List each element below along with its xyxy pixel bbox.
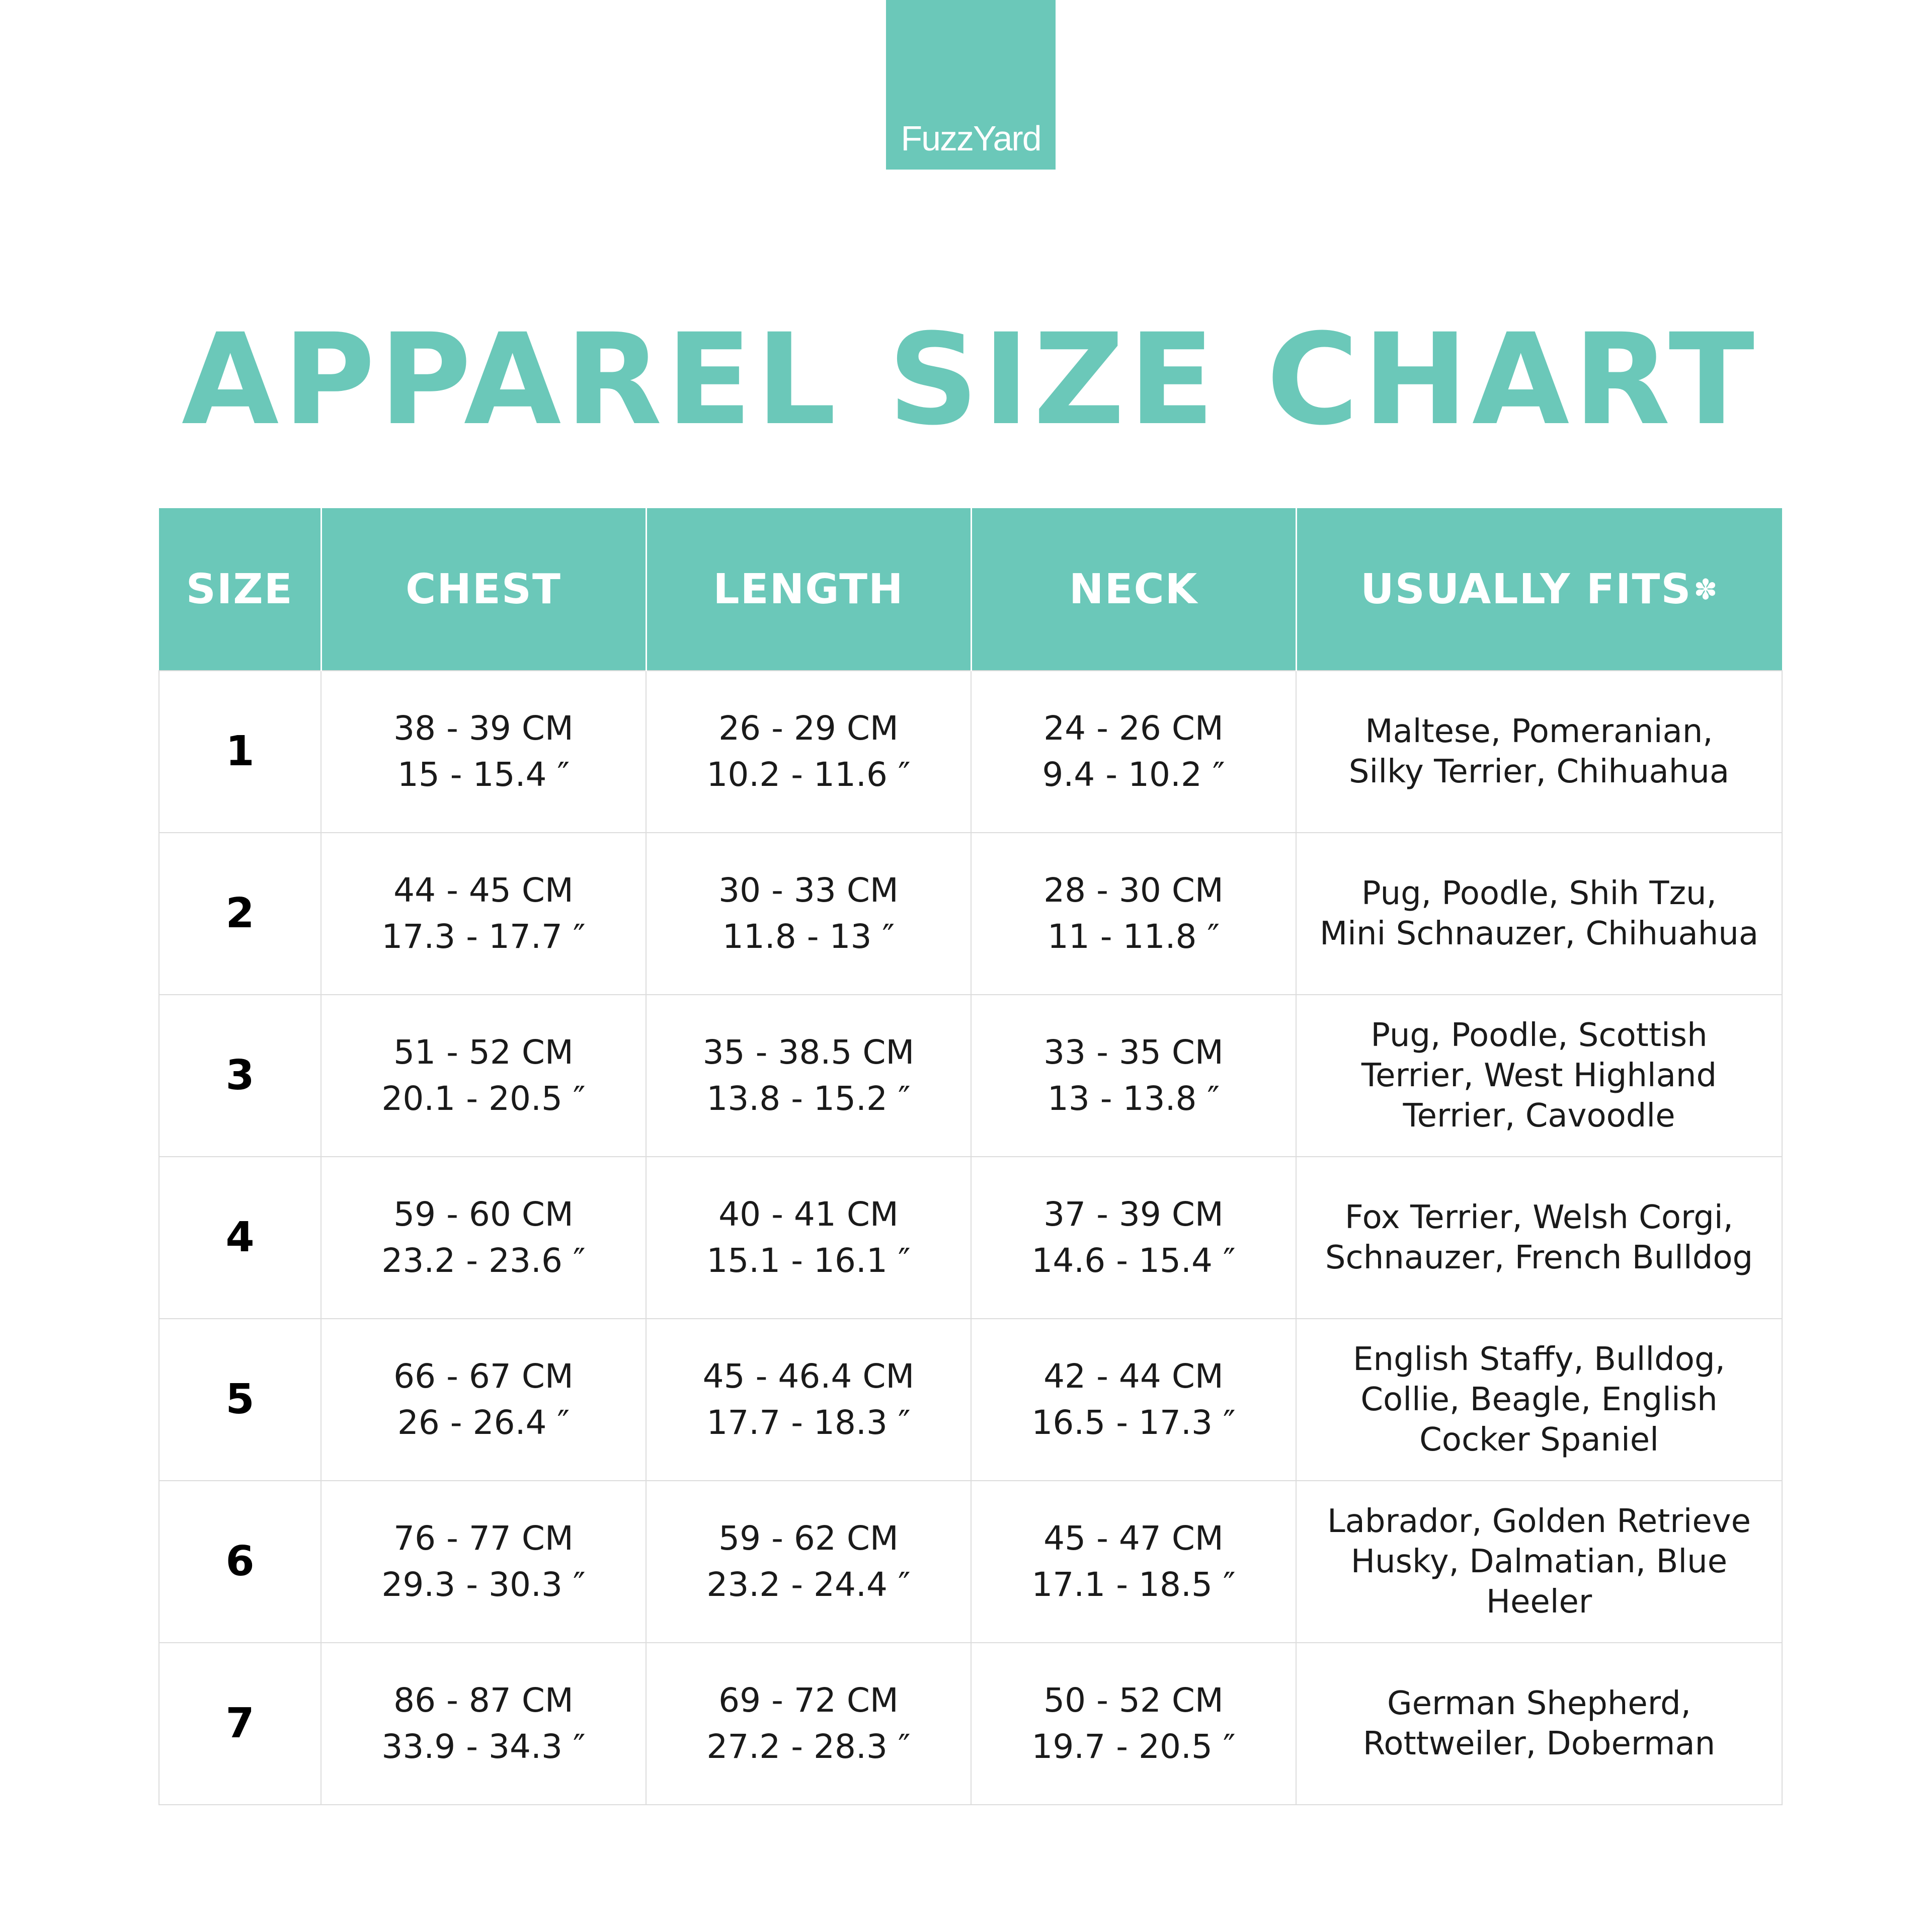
chest-cm: 51 - 52 CM (393, 1033, 574, 1072)
length-cell (646, 833, 971, 995)
fits-cell (1296, 833, 1782, 995)
page-title: APPAREL SIZE CHART (181, 306, 1759, 453)
fits-line: Husky, Dalmatian, Blue (1350, 1543, 1728, 1580)
table-row (159, 1481, 1782, 1643)
fits-cell (1296, 1481, 1782, 1643)
size-cell: 7 (159, 1643, 321, 1805)
chest-cm: 59 - 60 CM (393, 1195, 574, 1234)
fits-line: Maltese, Pomeranian, (1365, 713, 1713, 750)
header-fits-label: USUALLY FITS (1360, 565, 1692, 613)
neck-cell (971, 833, 1296, 995)
chest-cm: 66 - 67 CM (393, 1357, 574, 1396)
length-inches: 11.8 - 13 ″ (722, 917, 895, 956)
neck-cm: 45 - 47 CM (1043, 1519, 1224, 1558)
fits-line: English Staffy, Bulldog, (1353, 1341, 1725, 1378)
length-inches: 17.7 - 18.3 ″ (706, 1403, 911, 1442)
length-inches: 27.2 - 28.3 ″ (706, 1727, 911, 1766)
chest-inches: 17.3 - 17.7 ″ (381, 917, 586, 956)
length-cell (646, 995, 971, 1157)
neck-cell (971, 671, 1296, 833)
chest-cell (321, 1157, 646, 1319)
chest-inches: 29.3 - 30.3 ″ (381, 1565, 586, 1604)
fits-cell (1296, 1319, 1782, 1481)
neck-inches: 13 - 13.8 ″ (1047, 1079, 1220, 1118)
length-cell (646, 671, 971, 833)
table-row (159, 671, 1782, 833)
fits-line: Silky Terrier, Chihuahua (1348, 753, 1730, 790)
table-row (159, 1157, 1782, 1319)
chest-inches: 26 - 26.4 ″ (397, 1403, 570, 1442)
neck-cell (971, 1481, 1296, 1643)
brand-logo (886, 0, 1056, 170)
neck-inches: 17.1 - 18.5 ″ (1031, 1565, 1236, 1604)
fits-line: Cocker Spaniel (1419, 1421, 1659, 1459)
chest-inches: 23.2 - 23.6 ″ (381, 1241, 586, 1280)
chest-cell (321, 1481, 646, 1643)
neck-cell (971, 1643, 1296, 1805)
length-cell (646, 1643, 971, 1805)
size-cell: 6 (159, 1481, 321, 1643)
fits-line: Pug, Poodle, Shih Tzu, (1361, 875, 1717, 912)
header-usually-fits (1296, 508, 1782, 671)
fits-cell (1296, 1643, 1782, 1805)
header-chest: CHEST (321, 508, 646, 671)
size-cell: 1 (159, 671, 321, 833)
header-length: LENGTH (646, 508, 971, 671)
fits-line: German Shepherd, (1387, 1685, 1691, 1722)
neck-cm: 28 - 30 CM (1043, 871, 1224, 910)
chest-cm: 38 - 39 CM (393, 709, 574, 748)
chest-cm: 44 - 45 CM (393, 871, 574, 910)
fits-cell (1296, 995, 1782, 1157)
table-row (159, 995, 1782, 1157)
fits-line: Terrier, West Highland (1361, 1057, 1717, 1094)
length-cm: 30 - 33 CM (718, 871, 899, 910)
header-neck: NECK (971, 508, 1296, 671)
table-header-row (159, 508, 1782, 671)
size-cell: 5 (159, 1319, 321, 1481)
chest-inches: 15 - 15.4 ″ (397, 755, 570, 794)
fits-cell (1296, 671, 1782, 833)
length-cm: 40 - 41 CM (718, 1195, 899, 1234)
size-cell: 4 (159, 1157, 321, 1319)
chest-cell (321, 833, 646, 995)
fits-line: Schnauzer, French Bulldog (1325, 1239, 1753, 1276)
fits-line: Fox Terrier, Welsh Corgi, (1345, 1199, 1733, 1236)
fits-line: Collie, Beagle, English (1360, 1381, 1718, 1418)
neck-inches: 9.4 - 10.2 ″ (1042, 755, 1225, 794)
neck-inches: 14.6 - 15.4 ″ (1031, 1241, 1236, 1280)
length-inches: 23.2 - 24.4 ″ (706, 1565, 911, 1604)
fits-line: Pug, Poodle, Scottish (1371, 1017, 1708, 1054)
asterisk-icon: ✽ (1694, 573, 1719, 606)
length-cell (646, 1481, 971, 1643)
table-row (159, 1643, 1782, 1805)
neck-inches: 11 - 11.8 ″ (1047, 917, 1220, 956)
chest-cm: 86 - 87 CM (393, 1681, 574, 1720)
length-inches: 10.2 - 11.6 ″ (706, 755, 911, 794)
neck-cm: 37 - 39 CM (1043, 1195, 1224, 1234)
length-cm: 59 - 62 CM (718, 1519, 899, 1558)
length-inches: 15.1 - 16.1 ″ (706, 1241, 911, 1280)
fits-line: Rottweiler, Doberman (1362, 1725, 1716, 1762)
neck-cm: 50 - 52 CM (1043, 1681, 1224, 1720)
fits-line: Heeler (1486, 1583, 1592, 1621)
size-cell: 3 (159, 995, 321, 1157)
fits-line: Terrier, Cavoodle (1403, 1097, 1675, 1135)
fits-cell (1296, 1157, 1782, 1319)
neck-cm: 24 - 26 CM (1043, 709, 1224, 748)
neck-cm: 42 - 44 CM (1043, 1357, 1224, 1396)
table-row (159, 833, 1782, 995)
size-chart-table (158, 508, 1783, 1805)
neck-cell (971, 1157, 1296, 1319)
length-cm: 69 - 72 CM (718, 1681, 899, 1720)
neck-cell (971, 995, 1296, 1157)
chest-cm: 76 - 77 CM (393, 1519, 574, 1558)
length-cm: 45 - 46.4 CM (702, 1357, 915, 1396)
length-inches: 13.8 - 15.2 ″ (706, 1079, 911, 1118)
size-cell: 2 (159, 833, 321, 995)
chest-cell (321, 995, 646, 1157)
neck-inches: 16.5 - 17.3 ″ (1031, 1403, 1236, 1442)
header-size: SIZE (159, 508, 321, 671)
neck-cm: 33 - 35 CM (1043, 1033, 1224, 1072)
fits-line: Labrador, Golden Retrieve (1327, 1503, 1751, 1540)
neck-cell (971, 1319, 1296, 1481)
neck-inches: 19.7 - 20.5 ″ (1031, 1727, 1236, 1766)
fits-line: Mini Schnauzer, Chihuahua (1319, 915, 1759, 952)
length-cell (646, 1157, 971, 1319)
chest-inches: 20.1 - 20.5 ″ (381, 1079, 586, 1118)
chest-inches: 33.9 - 34.3 ″ (381, 1727, 586, 1766)
chest-cell (321, 1643, 646, 1805)
chest-cell (321, 1319, 646, 1481)
table-row (159, 1319, 1782, 1481)
length-cm: 35 - 38.5 CM (702, 1033, 915, 1072)
brand-logo-text: FuzzYard (901, 119, 1041, 158)
length-cm: 26 - 29 CM (718, 709, 899, 748)
length-cell (646, 1319, 971, 1481)
chest-cell (321, 671, 646, 833)
